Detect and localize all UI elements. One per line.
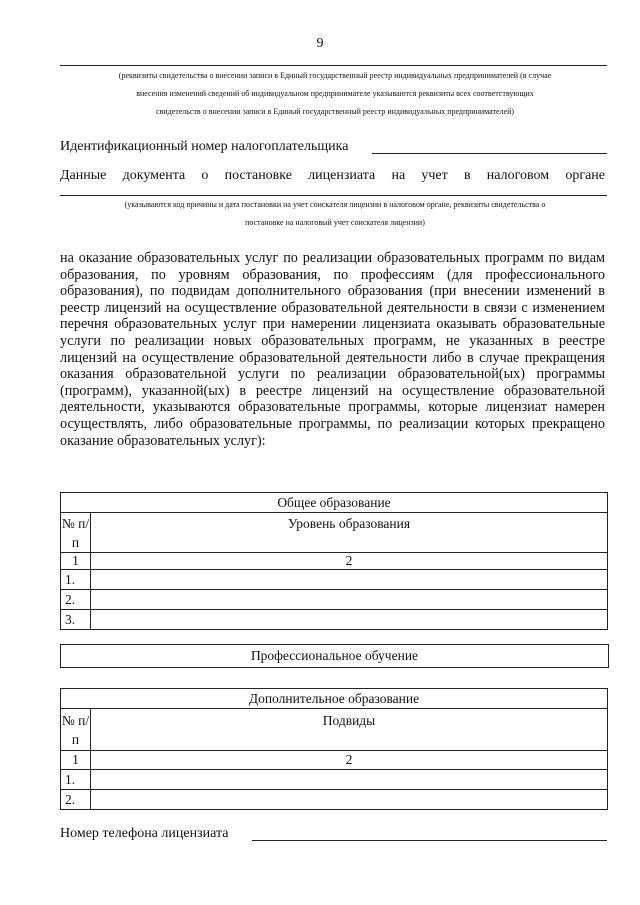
additional-index-right: 2 — [91, 751, 608, 770]
registry-note-line-3: свидетельств о внесении записи в Единый государственный реестр индивидуальных предпринимателей) — [155, 107, 515, 116]
additional-row-number: 1. — [61, 770, 91, 790]
general-col-number: № п/п — [61, 513, 91, 553]
general-row-number: 2. — [61, 590, 91, 610]
general-row-value[interactable] — [91, 570, 608, 590]
phone-label: Номер телефона лицензиата — [60, 826, 229, 841]
general-row-value[interactable] — [91, 610, 608, 630]
registry-note — [40, 67, 630, 121]
page-number: 9 — [316, 36, 324, 51]
additional-col-subtype: Подвиды — [91, 709, 608, 751]
phone-field[interactable] — [252, 840, 607, 841]
additional-index-left: 1 — [61, 751, 91, 770]
general-education-title: Общее образование — [61, 493, 608, 513]
additional-col-number: № п/п — [61, 709, 91, 751]
general-index-right: 2 — [91, 553, 608, 570]
top-rule — [60, 65, 607, 66]
tax-registration-label: Данные документа о постановке лицензиата на учет в налоговом органе — [60, 168, 605, 183]
additional-row-value[interactable] — [91, 790, 608, 810]
additional-education-title: Дополнительное образование — [61, 689, 608, 709]
registry-note-line-2: внесения изменений сведений об индивидуальном предпринимателе указываются реквизиты всех соответствующих — [136, 89, 534, 98]
tin-label: Идентификационный номер налогоплательщика — [60, 139, 349, 154]
tin-field[interactable] — [372, 153, 607, 154]
registry-note-line-1: (реквизиты свидетельства о внесении записи в Единый государственный реестр индивидуальных предпринимателей (в случае — [118, 71, 552, 80]
additional-row-value[interactable] — [91, 770, 608, 790]
additional-row-number: 2. — [61, 790, 91, 810]
general-row-number: 3. — [61, 610, 91, 630]
general-education-table — [60, 492, 608, 630]
main-paragraph: на оказание образовательных услуг по реализации образовательных программ по видам образования, по уровням образования, по профессиям (для профессионального образования), по подвидам дополнительного образования (при внесении изменений в реестр лицензий на осуществление образовательной деятельности в связи с изменением перечня образовательных услуг при намерении лицензиата оказывать образовательные услуги по реализации новых образовательных программ, не указанных в реестре лицензий на осуществление образовательной деятельности либо в случае прекращения оказания образовательной услуги по реализации образовательной(ых) программы (программ), указанной(ых) в реестре лицензий на осуществление образовательной деятельности, указываются образовательные программы, которые лицензиат намерен осуществлять, либо образовательные программы, по реализации которых прекращено оказание образовательных услуг): — [60, 250, 605, 449]
professional-training-box: Профессиональное обучение — [60, 644, 609, 668]
tax-registration-note — [40, 196, 630, 232]
general-col-level: Уровень образования — [91, 513, 608, 553]
additional-education-table — [60, 688, 608, 810]
general-row-number: 1. — [61, 570, 91, 590]
general-row-value[interactable] — [91, 590, 608, 610]
tax-note-line-1: (указываются код причины и дата постановки на учет соискателя лицензии в налоговом органе, реквизиты свидетельства о — [124, 200, 546, 209]
general-index-left: 1 — [61, 553, 91, 570]
tax-note-line-2: постановке на налоговый учет соискателя лицензии) — [245, 218, 425, 227]
